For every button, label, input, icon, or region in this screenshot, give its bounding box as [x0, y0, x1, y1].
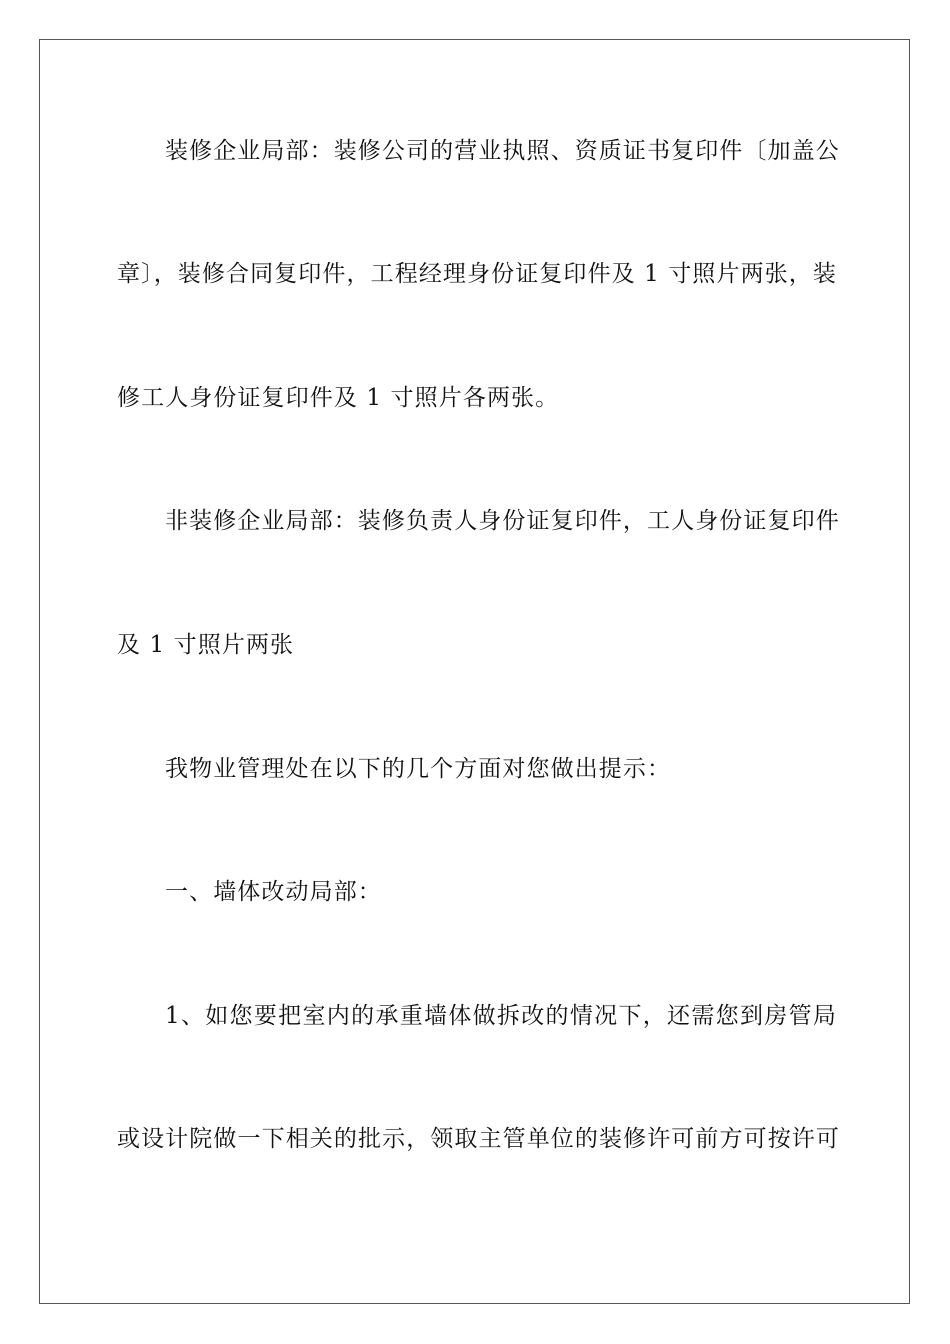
section-heading-wall-changes: 一、墙体改动局部： — [165, 879, 382, 905]
paragraph-1-line-2: 章〕，装修合同复印件，工程经理身份证复印件及 1 寸照片两张，装 — [117, 261, 837, 287]
paragraph-2-line-2: 及 1 寸照片两张 — [117, 632, 295, 658]
paragraph-1-line-1: 装修企业局部：装修公司的营业执照、资质证书复印件〔加盖公 — [165, 138, 840, 164]
paragraph-3: 我物业管理处在以下的几个方面对您做出提示： — [165, 756, 672, 782]
page-border — [39, 39, 910, 1304]
paragraph-1-line-3: 修工人身份证复印件及 1 寸照片各两张。 — [117, 385, 560, 411]
paragraph-4-line-1: 1、如您要把室内的承重墙体做拆改的情况下，还需您到房管局 — [165, 1003, 837, 1029]
paragraph-2-line-1: 非装修企业局部：装修负责人身份证复印件，工人身份证复印件 — [165, 508, 840, 534]
paragraph-4-line-2: 或设计院做一下相关的批示，领取主管单位的装修许可前方可按许可 — [117, 1126, 840, 1152]
